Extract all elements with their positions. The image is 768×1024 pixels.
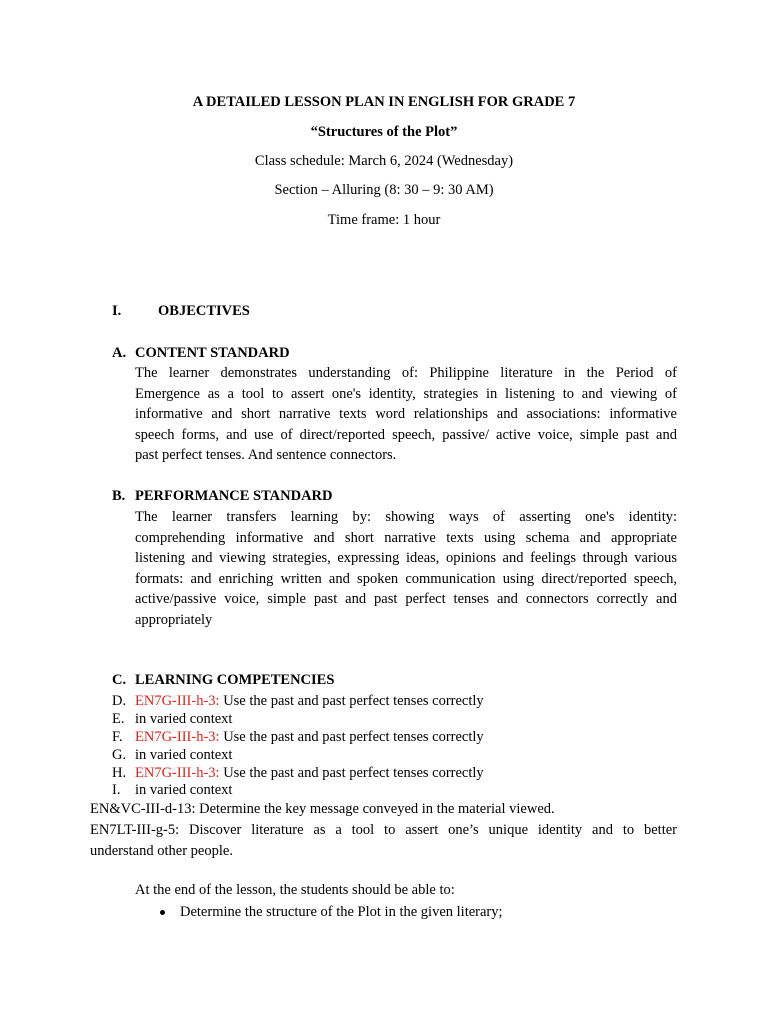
competency-item [135,782,232,799]
paragraph-line: past perfect tenses. And sentence connectors. [135,447,397,463]
end-of-lesson-intro: At the end of the lesson, the students should be able to: [135,882,455,898]
objectives-heading: OBJECTIVES [158,303,250,319]
competency-letter: H. [112,765,127,781]
paragraph-line: formats: and enriching written and spoken communication using direct/reported speech, [135,570,677,587]
class-section: Section – Alluring (8: 30 – 9: 30 AM) [274,182,494,198]
competency-code: EN7G-III-h-3: [135,765,220,781]
paragraph-line: active/passive voice, simple past and past perfect tenses and connectors correctly and [135,591,677,607]
performance-standard-letter: B. [112,488,126,504]
document-title: A DETAILED LESSON PLAN IN ENGLISH FOR GRADE 7 [192,94,576,110]
paragraph-line: comprehending informative and short narrative texts using schema and appropriate [135,529,677,546]
competency-letter: D. [112,693,127,709]
time-frame: Time frame: 1 hour [327,212,441,228]
competency-item [135,693,484,710]
bullet-icon [160,910,165,915]
learning-competencies-heading: LEARNING COMPETENCIES [135,672,335,688]
competency-letter: F. [112,729,123,745]
competency-letter: I. [112,782,121,798]
competency-text: in varied context [135,782,233,798]
content-standard-letter: A. [112,345,127,361]
performance-standard-paragraph [135,507,677,630]
paragraph-line: EN7LT-III-g-5: Discover literature as a tool to assert one’s unique identity and to better [90,822,677,838]
competency-text: Use the past and past perfect tenses correctly [219,693,484,709]
competency-item [135,729,484,746]
competency-env-c: EN&VC-III-d-13: Determine the key message conveyed in the material viewed. [90,801,555,817]
competency-item [135,747,232,764]
objectives-numeral: I. [112,303,122,319]
paragraph-line: informative and short narrative texts word relationships and associations: informative [135,406,677,422]
lesson-subtitle: “Structures of the Plot” [310,124,458,140]
competency-text: Use the past and past perfect tenses correctly [219,765,484,781]
competency-item [135,765,484,782]
content-standard-heading: CONTENT STANDARD [135,345,290,361]
paragraph-line: The learner demonstrates understanding of: Philippine literature in the Period of [135,365,677,381]
paragraph-line: listening and viewing strategies, expressing ideas, opinions and feelings through various [135,550,677,566]
paragraph-line: speech forms, and use of direct/reported speech, passive/ active voice, simple past and [135,426,677,443]
competency-text: in varied context [135,711,233,727]
content-standard-paragraph [135,363,677,466]
paragraph-line: Emergence as a tool to assert one's identity, strategies in listening to and viewing of [135,385,677,402]
competency-code: EN7G-III-h-3: [135,693,220,709]
competency-code: EN7G-III-h-3: [135,729,220,745]
paragraph-line: appropriately [135,611,213,628]
class-schedule: Class schedule: March 6, 2024 (Wednesday) [254,153,514,169]
competency-lit [90,820,677,861]
paragraph-line: The learner transfers learning by: showing ways of asserting one's identity: [135,509,677,525]
objective-bullet-item: Determine the structure of the Plot in the given literary; [180,904,503,920]
paragraph-line: understand other people. [90,842,233,859]
competency-letter: G. [112,747,127,763]
competency-letter: E. [112,711,125,727]
learning-competencies-letter: C. [112,672,127,688]
competency-item [135,711,232,728]
competency-text: in varied context [135,747,233,763]
performance-standard-heading: PERFORMANCE STANDARD [135,488,333,504]
competency-text: Use the past and past perfect tenses correctly [219,729,484,745]
